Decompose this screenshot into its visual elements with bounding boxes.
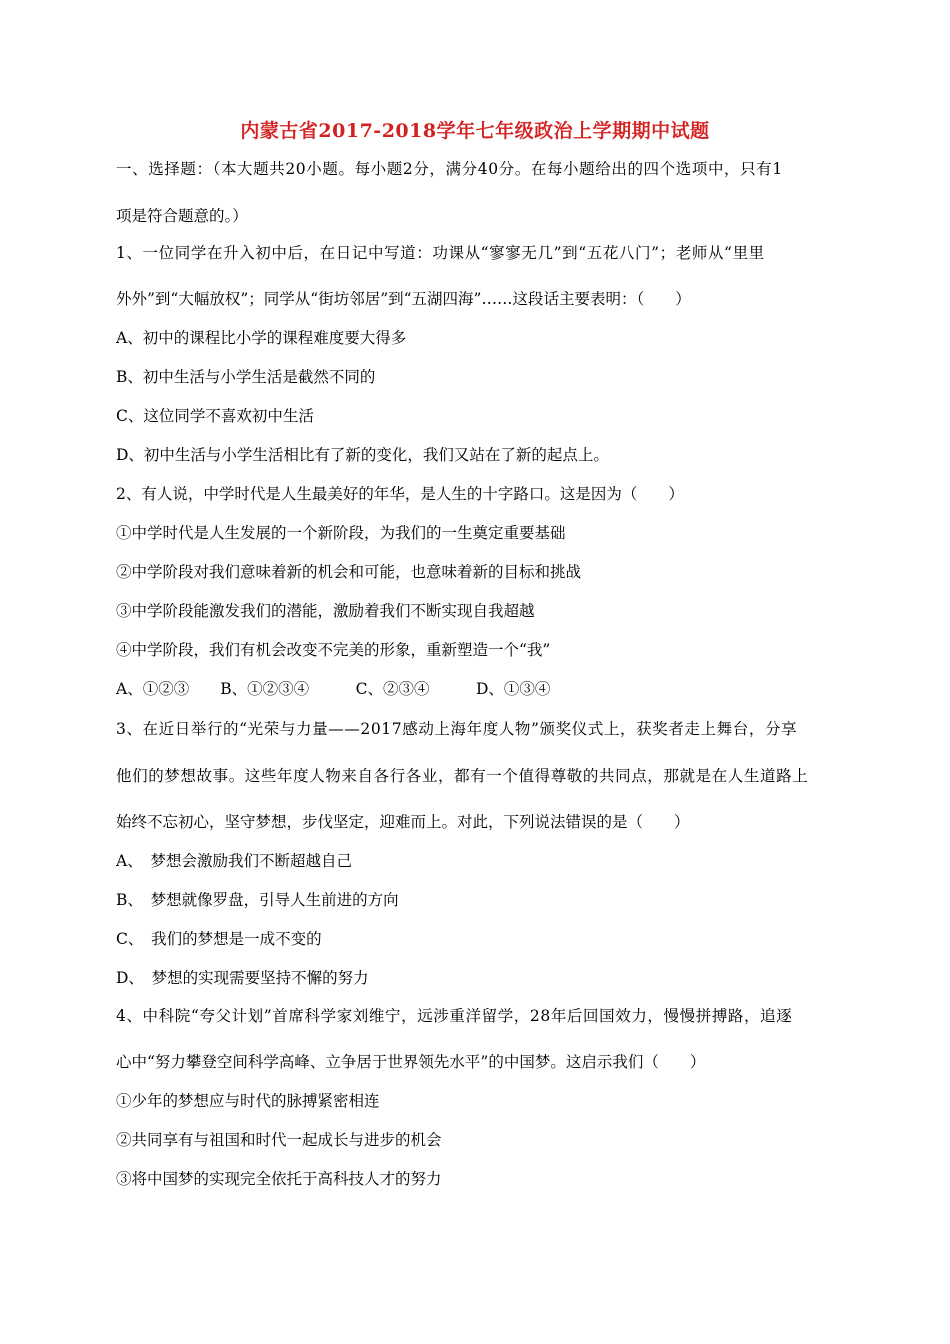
question-4-statement-1: ①少年的梦想应与时代的脉搏紧密相连 bbox=[116, 1092, 380, 1110]
question-4-statement-2: ②共同享有与祖国和时代一起成长与进步的机会 bbox=[116, 1131, 442, 1149]
question-3-stem-line-1: 3、在近日举行的“光荣与力量——2017感动上海年度人物”颁奖仪式上，获奖者走上舞台，分享 bbox=[116, 720, 798, 738]
question-1-stem-line-1: 1、一位同学在升入初中后，在日记中写道：功课从“寥寥无几”到“五花八门”；老师从“里里 bbox=[116, 244, 765, 262]
question-1-option-c: C、这位同学不喜欢初中生活 bbox=[116, 407, 314, 425]
question-3-option-a: A、 梦想会激励我们不断超越自己 bbox=[116, 852, 352, 870]
section-instructions-line-1: 一、选择题：（本大题共20小题。每小题2分，满分40分。在每小题给出的四个选项中，只有1 bbox=[116, 160, 783, 178]
question-2-statement-1: ①中学时代是人生发展的一个新阶段，为我们的一生奠定重要基础 bbox=[116, 524, 566, 542]
question-1-option-d: D、初中生活与小学生活相比有了新的变化，我们又站在了新的起点上。 bbox=[116, 446, 609, 464]
section-instructions-line-2: 项是符合题意的。） bbox=[116, 207, 248, 225]
question-4-stem-line-1: 4、中科院“夸父计划”首席科学家刘维宁，远涉重洋留学，28年后回国效力，慢慢拼搏路，追逐 bbox=[116, 1007, 793, 1025]
question-1-option-b: B、初中生活与小学生活是截然不同的 bbox=[116, 368, 376, 386]
question-3-option-c: C、 我们的梦想是一成不变的 bbox=[116, 930, 322, 948]
question-1-stem-line-2: 外外”到“大幅放权”；同学从“街坊邻居”到“五湖四海”……这段话主要表明：（ ） bbox=[116, 290, 691, 308]
question-1-option-a: A、初中的课程比小学的课程难度要大得多 bbox=[116, 329, 407, 347]
question-2-statement-3: ③中学阶段能激发我们的潜能，激励着我们不断实现自我超越 bbox=[116, 602, 535, 620]
question-2-options: A、①②③ B、①②③④ C、②③④ D、①③④ bbox=[116, 680, 551, 698]
question-2-statement-4: ④中学阶段，我们有机会改变不完美的形象，重新塑造一个“我” bbox=[116, 641, 551, 659]
question-2-statement-2: ②中学阶段对我们意味着新的机会和可能，也意味着新的目标和挑战 bbox=[116, 563, 582, 581]
question-3-option-d: D、 梦想的实现需要坚持不懈的努力 bbox=[116, 969, 369, 987]
question-4-statement-3: ③将中国梦的实现完全依托于高科技人才的努力 bbox=[116, 1170, 442, 1188]
question-3-stem-line-2: 他们的梦想故事。这些年度人物来自各行各业，都有一个值得尊敬的共同点，那就是在人生道路上 bbox=[116, 767, 809, 785]
question-3-stem-line-3: 始终不忘初心，坚守梦想，步伐坚定，迎难而上。对此，下列说法错误的是（ ） bbox=[116, 813, 690, 831]
question-3-option-b: B、 梦想就像罗盘，引导人生前进的方向 bbox=[116, 891, 399, 909]
question-2-stem: 2、有人说，中学时代是人生最美好的年华，是人生的十字路口。这是因为（ ） bbox=[116, 485, 684, 503]
page-title: 内蒙古省2017-2018学年七年级政治上学期期中试题 bbox=[240, 120, 710, 142]
question-4-stem-line-2: 心中“努力攀登空间科学高峰、立争居于世界领先水平”的中国梦。这启示我们（ ） bbox=[116, 1053, 706, 1071]
